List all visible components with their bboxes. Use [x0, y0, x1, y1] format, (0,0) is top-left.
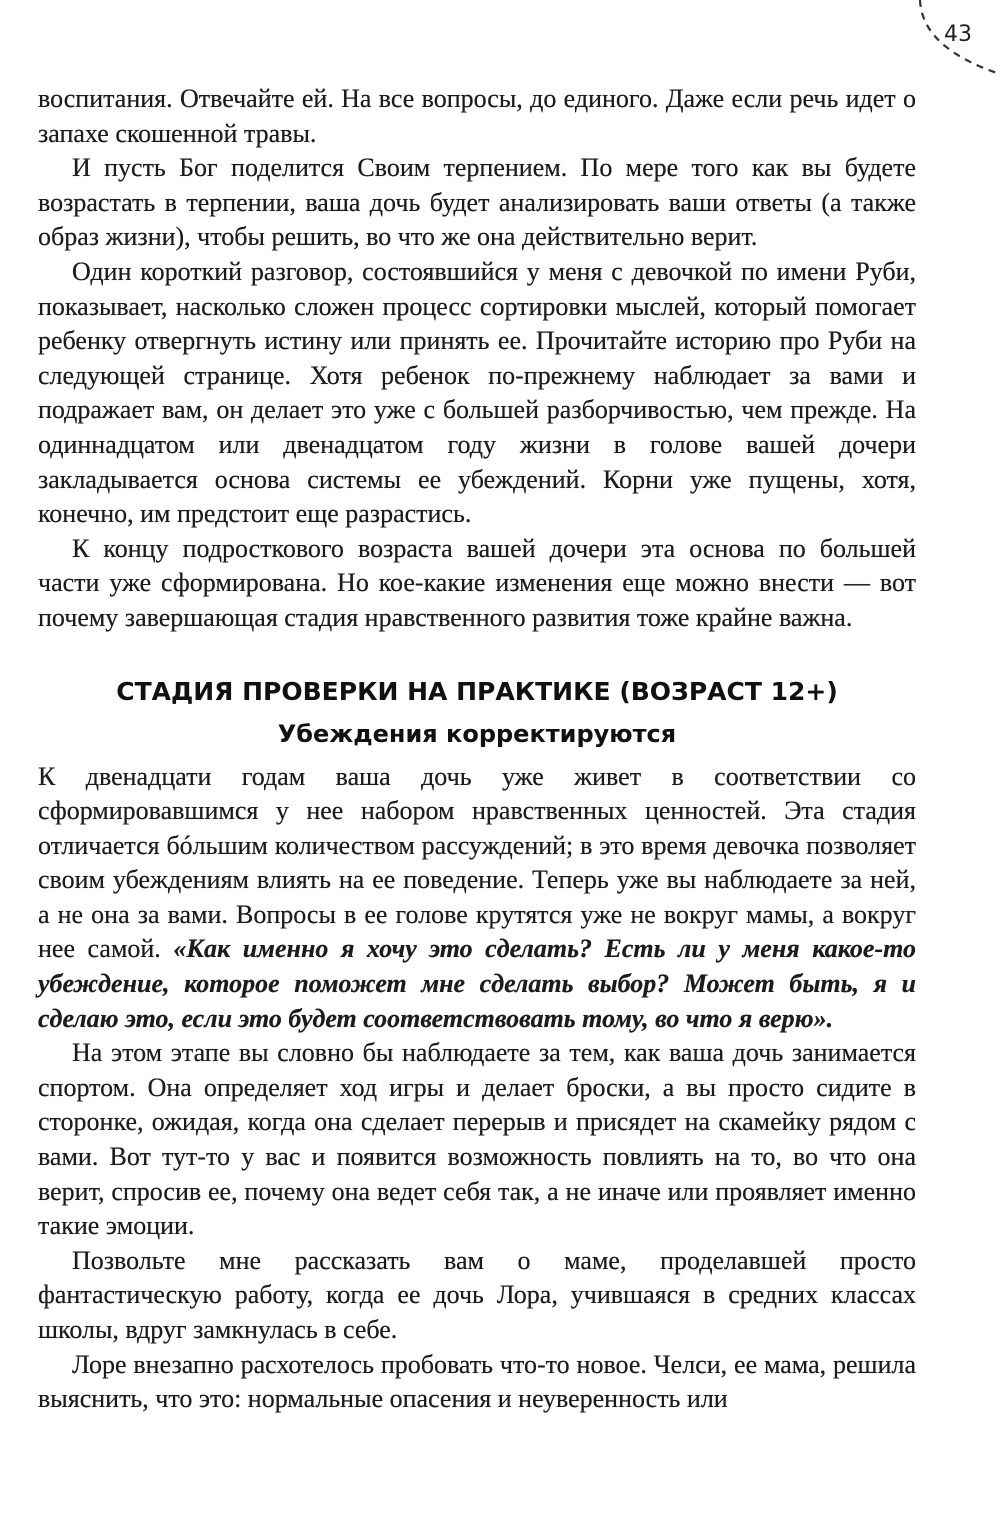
paragraph — [38, 760, 916, 1037]
paragraph: На этом этапе вы словно бы наблюдаете за тем, как ваша дочь занимается спортом. Она определяет ход игры и делает броски, а вы просто сидите в сторонке, ожидая, когда она сделает перерыв и присядет на скамейку рядом с вами. Вот тут-то у вас и появится возможность повлиять на то, во что она верит, спросив ее, почему она ведет себя так, а не иначе или проявляет именно такие эмоции. — [38, 1038, 916, 1241]
italic-quote: «Как именно я хочу это сделать? Есть ли у меня какое-то убеждение, которое поможет мне сделать выбор? Может быть, я и сделаю это, если это будет соответствовать тому, во что я верю». — [38, 934, 916, 1033]
paragraph: Лоре внезапно расхотелось пробовать что-то новое. Челси, ее мама, решила выяснить, что это: нормальные опасения и неуверенность или — [38, 1349, 916, 1414]
page-text — [38, 82, 916, 1417]
section-heading: СТАДИЯ ПРОВЕРКИ НА ПРАКТИКЕ (ВОЗРАСТ 12+) — [116, 676, 838, 706]
section-subheading: Убеждения корректируются — [277, 719, 677, 748]
paragraph: К концу подросткового возраста вашей дочери эта основа по большей части уже сформирована. Но кое-какие изменения еще можно внести — вот почему завершающая стадия нравственного развития тоже крайне важна. — [38, 533, 916, 632]
paragraph: Один короткий разговор, состоявшийся у меня с девочкой по имени Руби, показывает, насколько сложен процесс сортировки мыслей, который помогает ребенку отвергнуть истину или принять ее. Прочитайте историю про Руби на следующей странице. Хотя ребенок по-прежнему наблюдает за вами и подражает вам, он делает это уже с большей разборчивостью, чем прежде. На одиннадцатом или двенадцатом году жизни в голове вашей дочери закладывается основа системы ее убеждений. Корни уже пущены, хотя, конечно, им предстоит еще разрастись. — [38, 256, 916, 529]
paragraph: Позвольте мне рассказать вам о маме, проделавшей просто фантастическую работу, когда ее дочь Лора, учившаяся в средних классах школы, вдруг замкнулась в себе. — [38, 1245, 916, 1344]
paragraph: воспитания. Отвечайте ей. На все вопросы, до единого. Даже если речь идет о запахе скошенной травы. — [38, 84, 916, 148]
paragraph-text: К двенадцати годам ваша дочь уже живет в соответствии со сформировавшимся у нее набором нравственных ценностей. Эта стадия отличается бóльшим количеством рассуждений; в это время девочка позволяет своим убеждениям влиять на ее поведение. Теперь уже вы наблюдаете за ней, а не она за вами. Вопросы в ее голове крутятся уже не вокруг мамы, а вокруг нее самой. — [38, 761, 916, 964]
page-number: 43 — [944, 22, 972, 47]
paragraph: И пусть Бог поделится Своим терпением. По мере того как вы будете возрастать в терпении, ваша дочь будет анализировать ваши ответы (а также образ жизни), чтобы решить, во что же она действительно верит. — [38, 153, 916, 252]
